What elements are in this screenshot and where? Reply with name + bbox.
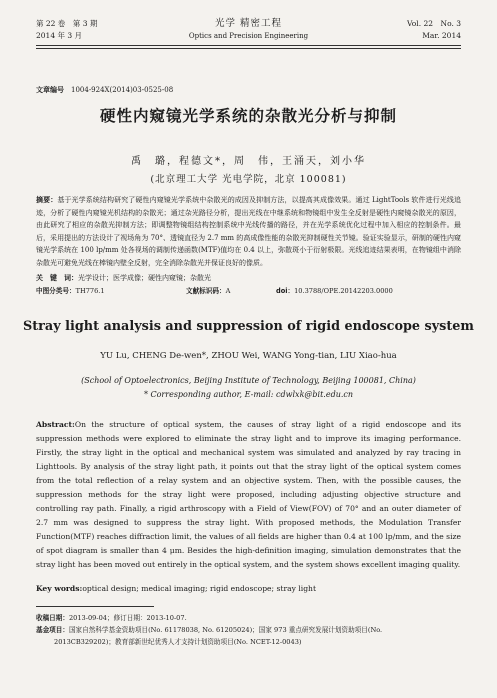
corresponding-author: * Corresponding author, E-mail: cdwlxk@bit.edu.cn: [143, 390, 354, 399]
english-authors: YU Lu, CHENG De-wen*, ZHOU Wei, WANG Yong-tian, LIU Xiao-hua: [100, 351, 397, 361]
header-rule-thin: [36, 48, 461, 49]
chinese-affiliation: (北京理工大学 光电学院，北京 100081): [150, 174, 347, 185]
english-abstract: Abstract:On the structure of optical system, the causes of stray light of a rigid endoscope and its suppression methods were explored to eliminate the stray light and to improve its imaging performance. Firstly, the stray light in the optical and mechanical system was simulated and analyzed by ray tracing in Lighttools. By analysis of the stray light path, it points out that the stray light of the optical system comes from the total reflection of a relay system and an objective system. Then, with the possible causes, the suppression methods for the stray light were proposed, including adjusting objective structure and controlling ray path. Finally, a rigid arthroscopy with a Field of View(FOV) of 70° and an outer diameter of 2.7 mm was designed to suppress the stray light. With proposed methods, the Modulation Transfer Function(MTF) reaches diffraction limit, the values of all fields are higher than 0.4 at 100 lp/mm, and the size of spot diagram is smaller than 4 μm. Besides the high-definition imaging, simulation demonstrates that the stray light has been moved out entirely in the optical system, and the system shows excellent imaging quality.: [36, 420, 461, 569]
fund-info-cont: 2013CB329202)；教育部新世纪优秀人才支持计划资助项目(No. NCET-12-0043): [54, 638, 302, 646]
chinese-abstract: 摘要：基于光学系统结构研究了硬性内窥镜光学系统中杂散光的成因及抑制方法，以提高其成像效果。通过 LightTools 软件进行光线追迹，分析了硬性内窥镜光机结构的杂散光；通过杂光路径分析，提出光线在中继系统和物镜组中发生全反射是硬性内窥镜杂散光的原因，由此研究了相应的杂散光抑制方法；即调整物镜组结构控制系统中光线传播的路径，并在光学系统优化过程中加入相应的控制条件。最后，采用提出的方法设计了视场角为 70°、透镜直径为 2.7 mm 的高成像性能的杂散光抑制硬性关节镜。验证实验显示，研制的硬性内窥镜光学系统在 100 lp/mm 处各视场的调制传递函数(MTF)值均在 0.4 以上，弥散斑小于衍射极限。光线追迹结果表明，在物镜组中消除杂散光可避免光线在棒镜内壁全反射，完全消除杂散光并保证良好的像质。: [36, 196, 462, 267]
journal-header: [36, 18, 461, 54]
footnote-rule: [36, 606, 154, 607]
header-rule: [36, 45, 461, 46]
journal-name: 光学 精密工程 Optics and Precision Engineering: [188, 18, 309, 40]
received-date: 收稿日期：2013-09-04；修订日期：2013-10-07.: [36, 614, 187, 622]
article-number: 文章编号 1004-924X(2014)03-0525-08: [36, 86, 174, 94]
chinese-keywords: 关 键 词：光学设计；医学成像；硬性内窥镜；杂散光: [36, 274, 211, 282]
chinese-authors: 禹 璐，程德文*，周 伟，王涌天，刘小华: [131, 156, 366, 167]
volume-info: Vol. 22 No. 3 Mar. 2014: [407, 19, 461, 40]
issue-info: 第 22 卷 第 3 期 2014 年 3 月: [36, 19, 98, 40]
english-keywords: Key words:optical design; medical imaging; rigid endoscope; stray light: [36, 584, 316, 593]
fund-info: 基金项目：国家自然科学基金资助项目(No. 61178038, No. 61205024)；国家 973 重点研究发展计划资助项目(No.: [36, 626, 383, 634]
english-title: Stray light analysis and suppression of rigid endoscope system: [23, 319, 474, 334]
classification-line: 中图分类号：TH776.1 文献标识码：A doi：10.3788/OPE.20142203.0000: [36, 287, 393, 295]
footnotes: [36, 612, 461, 648]
english-affiliation: (School of Optoelectronics, Beijing Institute of Technology, Beijing 100081, China): [81, 376, 416, 385]
chinese-title: 硬性内窥镜光学系统的杂散光分析与抑制: [99, 107, 397, 125]
